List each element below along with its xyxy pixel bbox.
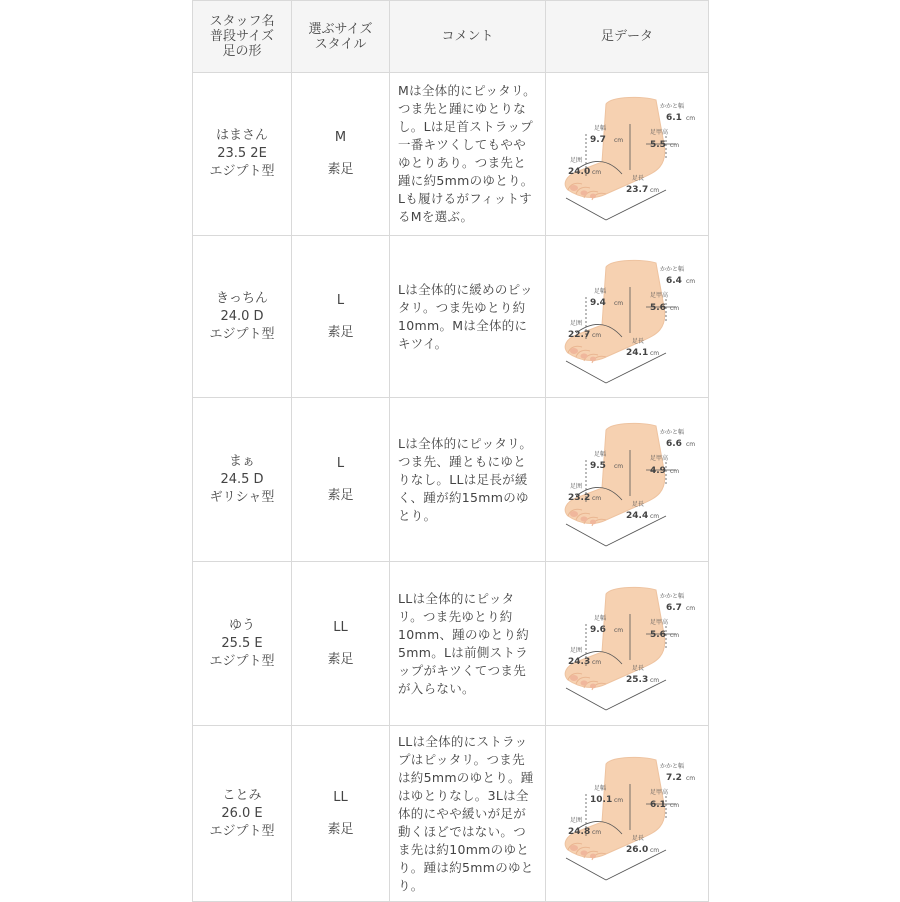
length-unit: cm (650, 512, 660, 520)
width-unit: cm (614, 796, 624, 804)
girth-unit: cm (592, 494, 602, 502)
girth-unit: cm (592, 658, 602, 666)
arch-height-value: 5.5 (650, 140, 666, 150)
girth-unit: cm (592, 169, 602, 176)
table-row (193, 398, 709, 562)
size-style-cell (292, 398, 390, 562)
heel-width-unit: cm (686, 115, 696, 122)
length-value: 24.4 (626, 510, 649, 521)
chosen-size: M (334, 130, 347, 145)
width-label: 足幅 (594, 614, 607, 622)
length-value: 23.7 (626, 185, 649, 195)
header-foot-data: 足データ (546, 1, 709, 73)
width-label: 足幅 (594, 450, 607, 458)
size-table (192, 0, 709, 902)
table-row (193, 236, 709, 398)
wear-style: 素足 (327, 821, 354, 837)
header-comment: コメント (390, 1, 546, 73)
arch-height-unit: cm (670, 801, 680, 809)
arch-height-unit: cm (670, 631, 680, 639)
girth-value: 24.8 (568, 826, 591, 837)
length-label: 足長 (632, 500, 645, 508)
girth-unit: cm (592, 331, 602, 339)
girth-label: 足囲 (570, 319, 583, 327)
arch-height-value: 6.1 (650, 799, 666, 810)
length-label: 足長 (632, 175, 645, 182)
width-value: 9.6 (590, 624, 606, 635)
size-style-cell (292, 562, 390, 726)
heel-width-value: 7.2 (666, 772, 682, 783)
width-unit: cm (614, 299, 624, 307)
foot-diagram (546, 734, 709, 894)
girth-value: 22.7 (568, 329, 591, 340)
girth-label: 足囲 (570, 646, 583, 654)
chosen-size: L (336, 455, 345, 471)
width-label: 足幅 (594, 784, 607, 792)
arch-height-value: 5.6 (650, 629, 666, 640)
staff-cell: まぁ 24.5 D ギリシャ型 (193, 398, 292, 562)
heel-width-unit: cm (686, 440, 696, 448)
chosen-size: L (336, 292, 345, 308)
heel-width-value: 6.4 (666, 275, 682, 286)
arch-height-unit: cm (670, 304, 680, 312)
heel-width-unit: cm (686, 604, 696, 612)
heel-width-value: 6.7 (666, 602, 682, 613)
heel-width-label: かかと幅 (660, 103, 685, 110)
length-label: 足長 (632, 337, 645, 345)
chosen-size: LL (333, 789, 348, 805)
arch-height-unit: cm (670, 142, 680, 149)
arch-height-label: 足甲高 (650, 129, 669, 136)
foot-data-cell (546, 73, 709, 236)
arch-height-value: 4.9 (650, 465, 666, 476)
foot-diagram (546, 564, 709, 724)
length-unit: cm (650, 187, 660, 194)
width-value: 9.5 (590, 460, 606, 471)
girth-value: 23.2 (568, 492, 591, 503)
width-label: 足幅 (594, 125, 607, 132)
foot-data-cell (546, 236, 709, 398)
header-size-style: 選ぶサイズ スタイル (292, 1, 390, 73)
foot-data-cell (546, 726, 709, 902)
comment-cell: LLは全体的にストラップはピッタリ。つま先は約5mmのゆとり。踵はゆとりなし。3Lは全体的にやや緩いが足が動くほどではない。つま先は約10mmのゆとり。踵は約5mmのゆとり。 (390, 726, 546, 902)
table-row (193, 73, 709, 236)
foot-data-cell (546, 398, 709, 562)
girth-unit: cm (592, 828, 602, 836)
staff-cell: きっちん 24.0 D エジプト型 (193, 236, 292, 398)
heel-width-label: かかと幅 (660, 428, 685, 436)
comment-cell: Lは全体的に緩めのピッタリ。つま先ゆとり約10mm。Mは全体的にキツイ。 (390, 236, 546, 398)
heel-width-label: かかと幅 (660, 592, 685, 600)
heel-width-value: 6.6 (666, 438, 682, 449)
arch-height-value: 5.6 (650, 302, 666, 313)
size-style-cell (292, 236, 390, 398)
wear-style: 素足 (327, 162, 354, 177)
staff-cell: はまさん 23.5 2E エジプト型 (193, 73, 292, 236)
wear-style: 素足 (327, 651, 354, 667)
width-value: 9.4 (590, 297, 606, 308)
length-unit: cm (650, 349, 660, 357)
arch-height-unit: cm (670, 467, 680, 475)
width-unit: cm (614, 626, 624, 634)
arch-height-label: 足甲高 (650, 454, 669, 462)
width-value: 9.7 (590, 135, 606, 145)
header-staff: スタッフ名 普段サイズ 足の形 (193, 1, 292, 73)
staff-cell: ことみ 26.0 E エジプト型 (193, 726, 292, 902)
length-label: 足長 (632, 834, 645, 842)
length-value: 25.3 (626, 674, 649, 685)
width-unit: cm (614, 462, 624, 470)
girth-value: 24.0 (568, 167, 591, 177)
foot-diagram (546, 74, 709, 234)
chosen-size: LL (333, 619, 348, 635)
heel-width-unit: cm (686, 277, 696, 285)
heel-width-unit: cm (686, 774, 696, 782)
foot-diagram (546, 400, 709, 560)
girth-label: 足囲 (570, 816, 583, 824)
staff-cell: ゆう 25.5 E エジプト型 (193, 562, 292, 726)
heel-width-label: かかと幅 (660, 265, 685, 273)
size-style-cell (292, 726, 390, 902)
heel-width-label: かかと幅 (660, 762, 685, 770)
girth-label: 足囲 (570, 157, 583, 164)
table-row (193, 726, 709, 902)
width-unit: cm (614, 137, 624, 144)
size-table-wrapper (192, 0, 708, 900)
table-row (193, 562, 709, 726)
arch-height-label: 足甲高 (650, 291, 669, 299)
length-value: 26.0 (626, 844, 649, 855)
length-unit: cm (650, 676, 660, 684)
table-header-row (193, 1, 709, 73)
comment-cell: Lは全体的にピッタリ。つま先、踵ともにゆとりなし。LLは足長が緩く、踵が約15mmのゆとり。 (390, 398, 546, 562)
girth-value: 24.3 (568, 656, 591, 667)
foot-data-cell (546, 562, 709, 726)
width-value: 10.1 (590, 794, 613, 805)
wear-style: 素足 (327, 324, 354, 340)
comment-cell: Mは全体的にピッタリ。つま先と踵にゆとりなし。Lは足首ストラップ一番キツくしてもややゆとりあり。つま先と踵に約5mmのゆとり。Lも履けるがフィットするMを選ぶ。 (390, 73, 546, 236)
length-unit: cm (650, 846, 660, 854)
width-label: 足幅 (594, 287, 607, 295)
length-label: 足長 (632, 664, 645, 672)
arch-height-label: 足甲高 (650, 618, 669, 626)
foot-diagram (546, 237, 709, 397)
length-value: 24.1 (626, 347, 649, 358)
wear-style: 素足 (327, 487, 354, 503)
size-style-cell (292, 73, 390, 236)
heel-width-value: 6.1 (666, 113, 682, 123)
girth-label: 足囲 (570, 482, 583, 490)
arch-height-label: 足甲高 (650, 788, 669, 796)
comment-cell: LLは全体的にピッタリ。つま先ゆとり約10mm、踵のゆとり約5mm。Lは前側ストラップがキツくてつま先が入らない。 (390, 562, 546, 726)
